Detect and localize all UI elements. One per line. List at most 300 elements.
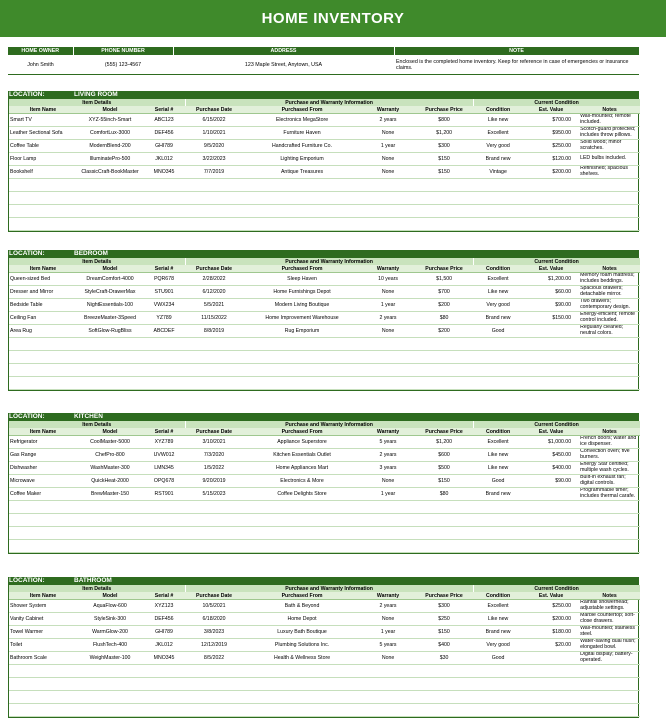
empty-cell[interactable] [9,678,77,691]
model-cell[interactable]: NightEssentials-100 [77,299,143,312]
empty-cell[interactable] [143,501,185,514]
empty-cell[interactable] [77,364,143,377]
warranty-cell[interactable]: None [361,127,415,140]
serial-cell[interactable]: RST901 [143,488,185,501]
empty-cell[interactable] [361,218,415,231]
item-name-cell[interactable]: Microwave [9,475,77,488]
model-cell[interactable]: WashMaster-300 [77,462,143,475]
est-value-cell[interactable] [523,325,579,338]
condition-cell[interactable]: Like new [473,449,523,462]
empty-cell[interactable] [415,678,473,691]
item-name-cell[interactable]: Bedside Table [9,299,77,312]
purchase-price-cell[interactable]: $600 [415,449,473,462]
purchase-date-cell[interactable]: 5/5/2021 [185,299,243,312]
empty-cell[interactable] [143,192,185,205]
est-value-cell[interactable]: $200.00 [523,166,579,179]
purchase-price-cell[interactable]: $150 [415,153,473,166]
empty-cell[interactable] [9,691,77,704]
notes-cell[interactable]: Digital display; battery-operated. [579,652,640,665]
empty-cell[interactable] [473,540,523,553]
purchased-from-cell[interactable]: Electronics MegaStore [243,114,361,127]
purchased-from-cell[interactable]: Sleep Haven [243,273,361,286]
warranty-cell[interactable]: None [361,153,415,166]
purchase-date-cell[interactable]: 7/3/2020 [185,449,243,462]
model-cell[interactable]: BreezeMaster-3Speed [77,312,143,325]
est-value-cell[interactable]: $1,000.00 [523,436,579,449]
model-cell[interactable]: AquaFlow-600 [77,600,143,613]
condition-cell[interactable]: Brand new [473,153,523,166]
purchase-date-cell[interactable]: 5/15/2023 [185,488,243,501]
purchase-price-cell[interactable]: $300 [415,600,473,613]
purchase-price-cell[interactable]: $1,200 [415,436,473,449]
empty-cell[interactable] [579,514,640,527]
serial-cell[interactable]: PQR678 [143,273,185,286]
purchase-price-cell[interactable]: $1,200 [415,127,473,140]
owner-name-cell[interactable]: John Smith [8,55,73,75]
empty-cell[interactable] [243,179,361,192]
empty-cell[interactable] [361,338,415,351]
empty-cell[interactable] [361,514,415,527]
empty-cell[interactable] [579,377,640,390]
serial-cell[interactable]: OPQ678 [143,475,185,488]
empty-cell[interactable] [415,377,473,390]
serial-cell[interactable]: ABC123 [143,114,185,127]
empty-cell[interactable] [473,665,523,678]
item-name-cell[interactable]: Smart TV [9,114,77,127]
empty-cell[interactable] [579,205,640,218]
empty-cell[interactable] [243,514,361,527]
est-value-cell[interactable]: $20.00 [523,639,579,652]
empty-cell[interactable] [143,218,185,231]
empty-cell[interactable] [361,527,415,540]
empty-cell[interactable] [9,338,77,351]
empty-cell[interactable] [579,691,640,704]
warranty-cell[interactable]: None [361,613,415,626]
notes-cell[interactable]: Scotch-guard protected; includes throw pillows. [579,127,640,140]
empty-cell[interactable] [579,704,640,717]
condition-cell[interactable]: Like new [473,114,523,127]
empty-cell[interactable] [243,678,361,691]
purchase-date-cell[interactable]: 3/22/2023 [185,153,243,166]
empty-cell[interactable] [523,218,579,231]
empty-cell[interactable] [361,192,415,205]
est-value-cell[interactable]: $200.00 [523,613,579,626]
empty-cell[interactable] [361,540,415,553]
empty-cell[interactable] [9,364,77,377]
purchased-from-cell[interactable]: Electronics & More [243,475,361,488]
empty-cell[interactable] [185,192,243,205]
est-value-cell[interactable]: $120.00 [523,153,579,166]
empty-cell[interactable] [9,218,77,231]
empty-cell[interactable] [579,540,640,553]
model-cell[interactable]: StyleSink-300 [77,613,143,626]
purchase-date-cell[interactable]: 1/10/2021 [185,127,243,140]
item-name-cell[interactable]: Shower System [9,600,77,613]
empty-cell[interactable] [185,704,243,717]
empty-cell[interactable] [473,205,523,218]
purchase-price-cell[interactable]: $300 [415,140,473,153]
est-value-cell[interactable]: $1,200.00 [523,273,579,286]
empty-cell[interactable] [9,179,77,192]
serial-cell[interactable]: LMN345 [143,462,185,475]
empty-cell[interactable] [185,501,243,514]
empty-cell[interactable] [143,540,185,553]
item-name-cell[interactable]: Queen-sized Bed [9,273,77,286]
empty-cell[interactable] [143,179,185,192]
warranty-cell[interactable]: 5 years [361,436,415,449]
empty-cell[interactable] [143,691,185,704]
empty-cell[interactable] [523,704,579,717]
empty-cell[interactable] [185,179,243,192]
empty-cell[interactable] [361,665,415,678]
empty-cell[interactable] [77,501,143,514]
empty-cell[interactable] [143,205,185,218]
serial-cell[interactable]: STU901 [143,286,185,299]
notes-cell[interactable]: Regularly cleaned; neutral colors. [579,325,640,338]
model-cell[interactable]: ComfortLux-3000 [77,127,143,140]
purchased-from-cell[interactable]: Rug Emporium [243,325,361,338]
empty-cell[interactable] [185,514,243,527]
condition-cell[interactable]: Brand new [473,312,523,325]
warranty-cell[interactable]: 10 years [361,273,415,286]
empty-cell[interactable] [523,665,579,678]
item-name-cell[interactable]: Toilet [9,639,77,652]
empty-cell[interactable] [185,540,243,553]
empty-cell[interactable] [473,501,523,514]
purchase-price-cell[interactable]: $200 [415,325,473,338]
empty-cell[interactable] [579,192,640,205]
purchased-from-cell[interactable]: Handcrafted Furniture Co. [243,140,361,153]
purchase-date-cell[interactable]: 6/12/2020 [185,286,243,299]
condition-cell[interactable]: Good [473,652,523,665]
empty-cell[interactable] [9,205,77,218]
notes-cell[interactable]: Refinished; spacious shelves. [579,166,640,179]
warranty-cell[interactable]: None [361,166,415,179]
empty-cell[interactable] [243,338,361,351]
empty-cell[interactable] [523,205,579,218]
empty-cell[interactable] [473,377,523,390]
item-name-cell[interactable]: Bookshelf [9,166,77,179]
serial-cell[interactable]: DEF456 [143,613,185,626]
empty-cell[interactable] [415,364,473,377]
purchased-from-cell[interactable]: Kitchen Essentials Outlet [243,449,361,462]
empty-cell[interactable] [415,704,473,717]
note-cell[interactable]: Enclosed is the completed home inventory. Keep for reference in case of emergencies or insurance claims. [394,55,639,75]
purchase-date-cell[interactable]: 10/5/2021 [185,600,243,613]
empty-cell[interactable] [9,501,77,514]
empty-cell[interactable] [77,691,143,704]
condition-cell[interactable]: Good [473,475,523,488]
purchase-price-cell[interactable]: $400 [415,639,473,652]
serial-cell[interactable]: MNO345 [143,652,185,665]
serial-cell[interactable]: ABCDEF [143,325,185,338]
empty-cell[interactable] [185,678,243,691]
model-cell[interactable]: ModernBlend-200 [77,140,143,153]
empty-cell[interactable] [243,540,361,553]
notes-cell[interactable]: Solid wood; minor scratches. [579,140,640,153]
purchase-date-cell[interactable]: 9/20/2019 [185,475,243,488]
warranty-cell[interactable]: None [361,652,415,665]
purchased-from-cell[interactable]: Coffee Delights Store [243,488,361,501]
serial-cell[interactable]: GHI789 [143,140,185,153]
empty-cell[interactable] [473,527,523,540]
serial-cell[interactable]: MNO345 [143,166,185,179]
item-name-cell[interactable]: Coffee Table [9,140,77,153]
empty-cell[interactable] [579,501,640,514]
purchase-price-cell[interactable]: $150 [415,166,473,179]
empty-cell[interactable] [143,665,185,678]
empty-cell[interactable] [415,205,473,218]
warranty-cell[interactable]: 1 year [361,140,415,153]
empty-cell[interactable] [243,691,361,704]
empty-cell[interactable] [415,501,473,514]
empty-cell[interactable] [243,527,361,540]
empty-cell[interactable] [473,179,523,192]
notes-cell[interactable]: Rainfall showerhead; adjustable settings. [579,600,640,613]
item-name-cell[interactable]: Towel Warmer [9,626,77,639]
warranty-cell[interactable]: None [361,286,415,299]
empty-cell[interactable] [579,527,640,540]
model-cell[interactable]: StyleCraft-DrawerMax [77,286,143,299]
empty-cell[interactable] [523,179,579,192]
purchase-price-cell[interactable]: $1,500 [415,273,473,286]
est-value-cell[interactable]: $250.00 [523,600,579,613]
notes-cell[interactable]: Wall-mounted; stainless steel. [579,626,640,639]
purchase-date-cell[interactable]: 6/15/2022 [185,114,243,127]
condition-cell[interactable]: Brand new [473,488,523,501]
purchase-date-cell[interactable]: 11/15/2022 [185,312,243,325]
purchase-date-cell[interactable]: 3/10/2021 [185,436,243,449]
est-value-cell[interactable]: $90.00 [523,299,579,312]
empty-cell[interactable] [9,377,77,390]
empty-cell[interactable] [523,527,579,540]
empty-cell[interactable] [473,514,523,527]
notes-cell[interactable]: Wall-mounted; remote included. [579,114,640,127]
purchased-from-cell[interactable]: Home Improvement Warehouse [243,312,361,325]
notes-cell[interactable]: Memory foam mattress; includes beddings. [579,273,640,286]
serial-cell[interactable]: XYZ123 [143,600,185,613]
address-cell[interactable]: 123 Maple Street, Anytown, USA [173,55,394,75]
empty-cell[interactable] [185,665,243,678]
empty-cell[interactable] [143,527,185,540]
empty-cell[interactable] [143,514,185,527]
purchased-from-cell[interactable]: Home Furnishings Depot [243,286,361,299]
condition-cell[interactable]: Like new [473,462,523,475]
serial-cell[interactable]: UVW012 [143,449,185,462]
model-cell[interactable]: CoolMaster-5000 [77,436,143,449]
empty-cell[interactable] [77,218,143,231]
purchased-from-cell[interactable]: Appliance Superstore [243,436,361,449]
model-cell[interactable]: IlluminatePro-500 [77,153,143,166]
empty-cell[interactable] [415,192,473,205]
empty-cell[interactable] [9,704,77,717]
empty-cell[interactable] [77,540,143,553]
empty-cell[interactable] [415,514,473,527]
warranty-cell[interactable]: 5 years [361,639,415,652]
purchase-date-cell[interactable]: 2/28/2022 [185,273,243,286]
empty-cell[interactable] [415,540,473,553]
empty-cell[interactable] [579,179,640,192]
warranty-cell[interactable]: None [361,475,415,488]
serial-cell[interactable]: JKL012 [143,153,185,166]
empty-cell[interactable] [185,364,243,377]
empty-cell[interactable] [243,364,361,377]
warranty-cell[interactable]: None [361,325,415,338]
purchased-from-cell[interactable]: Modern Living Boutique [243,299,361,312]
model-cell[interactable]: FlushTech-400 [77,639,143,652]
empty-cell[interactable] [361,179,415,192]
empty-cell[interactable] [523,540,579,553]
phone-cell[interactable]: (555) 123-4567 [73,55,173,75]
empty-cell[interactable] [473,338,523,351]
empty-cell[interactable] [523,338,579,351]
empty-cell[interactable] [473,351,523,364]
est-value-cell[interactable] [523,488,579,501]
est-value-cell[interactable]: $950.00 [523,127,579,140]
empty-cell[interactable] [415,527,473,540]
empty-cell[interactable] [523,192,579,205]
empty-cell[interactable] [143,678,185,691]
est-value-cell[interactable]: $400.00 [523,462,579,475]
empty-cell[interactable] [415,665,473,678]
model-cell[interactable]: DreamComfort-4000 [77,273,143,286]
purchased-from-cell[interactable]: Home Depot [243,613,361,626]
model-cell[interactable]: WeighMaster-100 [77,652,143,665]
empty-cell[interactable] [77,179,143,192]
condition-cell[interactable]: Like new [473,286,523,299]
purchase-price-cell[interactable]: $200 [415,299,473,312]
est-value-cell[interactable]: $700.00 [523,114,579,127]
warranty-cell[interactable]: 3 years [361,462,415,475]
empty-cell[interactable] [185,527,243,540]
empty-cell[interactable] [77,665,143,678]
purchased-from-cell[interactable]: Home Appliances Mart [243,462,361,475]
condition-cell[interactable]: Excellent [473,273,523,286]
empty-cell[interactable] [579,678,640,691]
empty-cell[interactable] [523,364,579,377]
empty-cell[interactable] [9,351,77,364]
condition-cell[interactable]: Excellent [473,436,523,449]
empty-cell[interactable] [243,377,361,390]
empty-cell[interactable] [415,179,473,192]
item-name-cell[interactable]: Dresser and Mirror [9,286,77,299]
purchased-from-cell[interactable]: Furniture Haven [243,127,361,140]
empty-cell[interactable] [143,364,185,377]
empty-cell[interactable] [185,205,243,218]
empty-cell[interactable] [361,364,415,377]
purchase-price-cell[interactable]: $250 [415,613,473,626]
notes-cell[interactable]: Water-saving dual flush; elongated bowl. [579,639,640,652]
est-value-cell[interactable]: $250.00 [523,140,579,153]
empty-cell[interactable] [185,377,243,390]
model-cell[interactable]: XYZ-55inch-Smart [77,114,143,127]
purchase-price-cell[interactable]: $80 [415,488,473,501]
empty-cell[interactable] [523,691,579,704]
empty-cell[interactable] [523,501,579,514]
notes-cell[interactable]: Two drawers; contemporary design. [579,299,640,312]
empty-cell[interactable] [77,192,143,205]
purchase-date-cell[interactable]: 6/18/2020 [185,613,243,626]
serial-cell[interactable]: XYZ789 [143,436,185,449]
empty-cell[interactable] [77,704,143,717]
empty-cell[interactable] [523,514,579,527]
warranty-cell[interactable]: 2 years [361,600,415,613]
model-cell[interactable]: ClassicCraft-BookMaster [77,166,143,179]
empty-cell[interactable] [185,691,243,704]
item-name-cell[interactable]: Coffee Maker [9,488,77,501]
empty-cell[interactable] [473,704,523,717]
empty-cell[interactable] [415,691,473,704]
empty-cell[interactable] [143,377,185,390]
empty-cell[interactable] [143,338,185,351]
empty-cell[interactable] [9,540,77,553]
serial-cell[interactable]: GHI789 [143,626,185,639]
condition-cell[interactable]: Excellent [473,600,523,613]
notes-cell[interactable]: Programmable timer; includes thermal carafe. [579,488,640,501]
model-cell[interactable]: SoftGlow-RugBliss [77,325,143,338]
purchase-date-cell[interactable]: 12/12/2019 [185,639,243,652]
empty-cell[interactable] [243,665,361,678]
purchase-date-cell[interactable]: 3/8/2023 [185,626,243,639]
item-name-cell[interactable]: Bathroom Scale [9,652,77,665]
notes-cell[interactable]: LED bulbs included. [579,153,640,166]
warranty-cell[interactable]: 2 years [361,114,415,127]
item-name-cell[interactable]: Leather Sectional Sofa [9,127,77,140]
purchase-price-cell[interactable]: $500 [415,462,473,475]
est-value-cell[interactable]: $150.00 [523,312,579,325]
empty-cell[interactable] [77,377,143,390]
empty-cell[interactable] [415,218,473,231]
empty-cell[interactable] [361,704,415,717]
empty-cell[interactable] [523,351,579,364]
purchase-date-cell[interactable]: 1/5/2022 [185,462,243,475]
empty-cell[interactable] [579,665,640,678]
serial-cell[interactable]: VWX234 [143,299,185,312]
purchase-price-cell[interactable]: $30 [415,652,473,665]
empty-cell[interactable] [361,377,415,390]
empty-cell[interactable] [243,205,361,218]
condition-cell[interactable]: Excellent [473,127,523,140]
purchased-from-cell[interactable]: Lighting Emporium [243,153,361,166]
purchased-from-cell[interactable]: Luxury Bath Boutique [243,626,361,639]
serial-cell[interactable]: DEF456 [143,127,185,140]
empty-cell[interactable] [9,514,77,527]
empty-cell[interactable] [77,514,143,527]
empty-cell[interactable] [579,338,640,351]
serial-cell[interactable]: JKL012 [143,639,185,652]
condition-cell[interactable]: Good [473,325,523,338]
item-name-cell[interactable]: Floor Lamp [9,153,77,166]
model-cell[interactable]: WarmGlow-200 [77,626,143,639]
condition-cell[interactable]: Like new [473,613,523,626]
purchased-from-cell[interactable]: Bath & Beyond [243,600,361,613]
empty-cell[interactable] [415,338,473,351]
empty-cell[interactable] [185,351,243,364]
empty-cell[interactable] [143,704,185,717]
item-name-cell[interactable]: Gas Range [9,449,77,462]
empty-cell[interactable] [9,527,77,540]
empty-cell[interactable] [77,205,143,218]
notes-cell[interactable]: French doors; water and ice dispenser. [579,436,640,449]
warranty-cell[interactable]: 1 year [361,626,415,639]
empty-cell[interactable] [415,351,473,364]
purchase-price-cell[interactable]: $150 [415,626,473,639]
condition-cell[interactable]: Very good [473,140,523,153]
est-value-cell[interactable]: $450.00 [523,449,579,462]
item-name-cell[interactable]: Vanity Cabinet [9,613,77,626]
empty-cell[interactable] [243,351,361,364]
serial-cell[interactable]: YZ789 [143,312,185,325]
